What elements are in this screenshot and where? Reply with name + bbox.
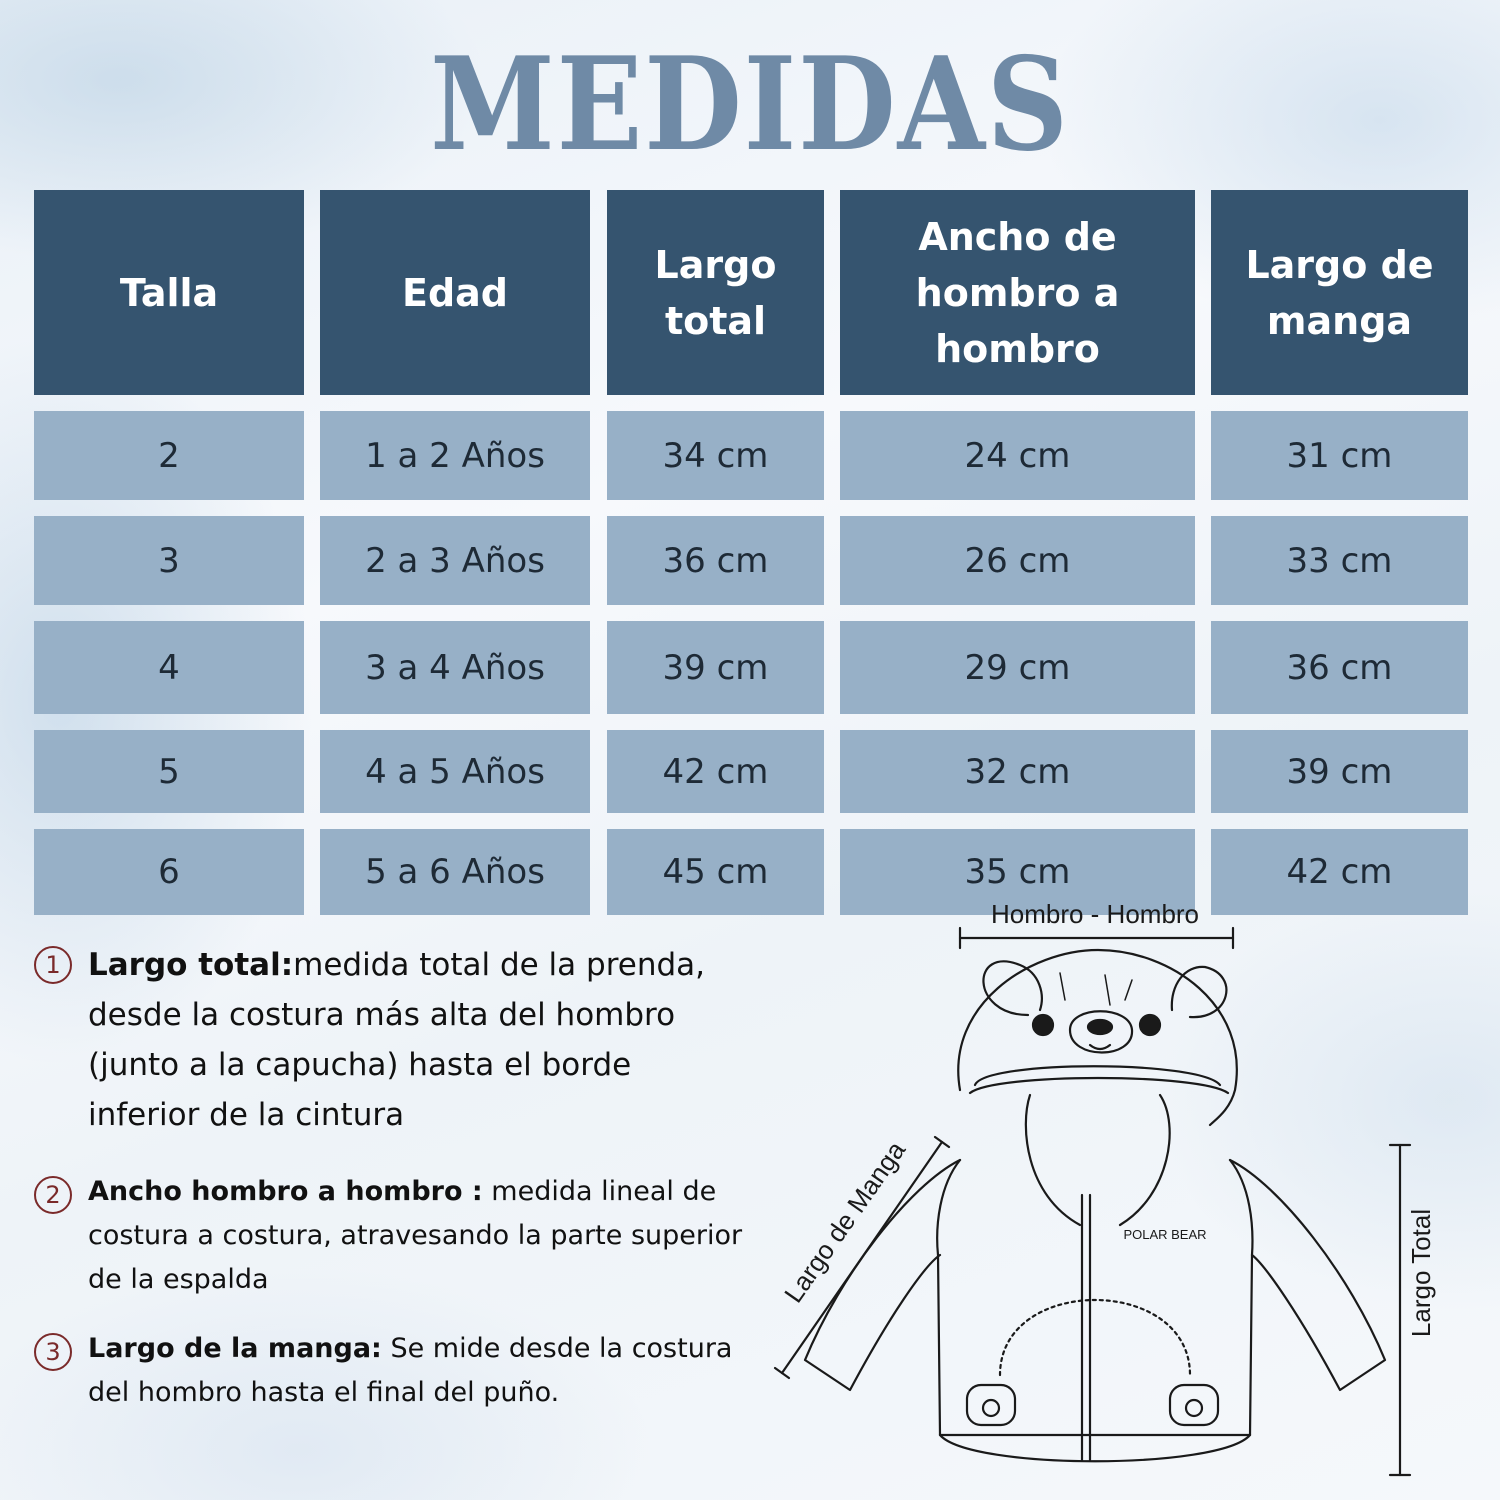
hem: [940, 1435, 1250, 1461]
table-cell: 4 a 5 Años: [320, 730, 590, 813]
note-description: medida lineal de costura a costura, atravesando la parte superior de la espalda: [88, 1176, 743, 1295]
table-cell: 24 cm: [840, 411, 1195, 500]
left-sleeve: [805, 1160, 960, 1390]
note-number: 2: [34, 1176, 72, 1214]
note-number: 1: [34, 946, 72, 984]
table-cell: 29 cm: [840, 621, 1195, 714]
table-cell: 2: [34, 411, 304, 500]
table-cell: 3: [34, 516, 304, 605]
header-ancho-hombro: Ancho de hombro a hombro: [840, 190, 1195, 395]
note-number: 3: [34, 1333, 72, 1371]
table-cell: 33 cm: [1211, 516, 1468, 605]
table-cell: 39 cm: [1211, 730, 1468, 813]
table-cell: 26 cm: [840, 516, 1195, 605]
note-description: medida total de la prenda, desde la costura más alta del hombro (junto a la capucha) hasta el borde inferior de la cintura: [88, 947, 706, 1133]
table-cell: 42 cm: [607, 730, 824, 813]
left-eye: [1033, 1015, 1053, 1035]
table-cell: 4: [34, 621, 304, 714]
table-cell: 35 cm: [840, 829, 1195, 915]
note-term: Largo total:: [88, 947, 294, 983]
shoulder-label: Hombro - Hombro: [990, 899, 1200, 929]
header-edad: Edad: [320, 190, 590, 395]
sleeve-label: Largo de Manga: [778, 1135, 912, 1309]
right-eye: [1140, 1015, 1160, 1035]
header-largo-manga: Largo de manga: [1211, 190, 1468, 395]
right-sleeve: [1230, 1160, 1385, 1390]
body-outline: [937, 1160, 1252, 1435]
note-description: Se mide desde la costura del hombro hasta el final del puño.: [88, 1333, 733, 1408]
hood-outline: [958, 950, 1237, 1125]
table-cell: 39 cm: [607, 621, 824, 714]
left-ear: [983, 961, 1041, 1015]
right-paw: [1170, 1385, 1218, 1425]
hoodie-diagram: [760, 895, 1500, 1495]
table-cell: 3 a 4 Años: [320, 621, 590, 714]
table-cell: 6: [34, 829, 304, 915]
table-cell: 45 cm: [607, 829, 824, 915]
table-cell: 5: [34, 730, 304, 813]
page-title: MEDIDAS: [430, 30, 1070, 180]
table-cell: 32 cm: [840, 730, 1195, 813]
table-cell: 36 cm: [607, 516, 824, 605]
table-cell: 36 cm: [1211, 621, 1468, 714]
table-cell: 1 a 2 Años: [320, 411, 590, 500]
left-paw: [967, 1385, 1015, 1425]
table-cell: 5 a 6 Años: [320, 829, 590, 915]
garment-print: POLAR BEAR: [1123, 1227, 1207, 1242]
table-cell: 31 cm: [1211, 411, 1468, 500]
header-talla: Talla: [34, 190, 304, 395]
header-largo-total: Largo total: [607, 190, 824, 395]
note-term: Ancho hombro a hombro :: [88, 1176, 483, 1207]
table-cell: 34 cm: [607, 411, 824, 500]
pocket: [1000, 1300, 1190, 1375]
table-cell: 42 cm: [1211, 829, 1468, 915]
note-term: Largo de la manga:: [88, 1333, 382, 1364]
table-cell: 2 a 3 Años: [320, 516, 590, 605]
length-label: Largo Total: [1406, 1208, 1436, 1338]
